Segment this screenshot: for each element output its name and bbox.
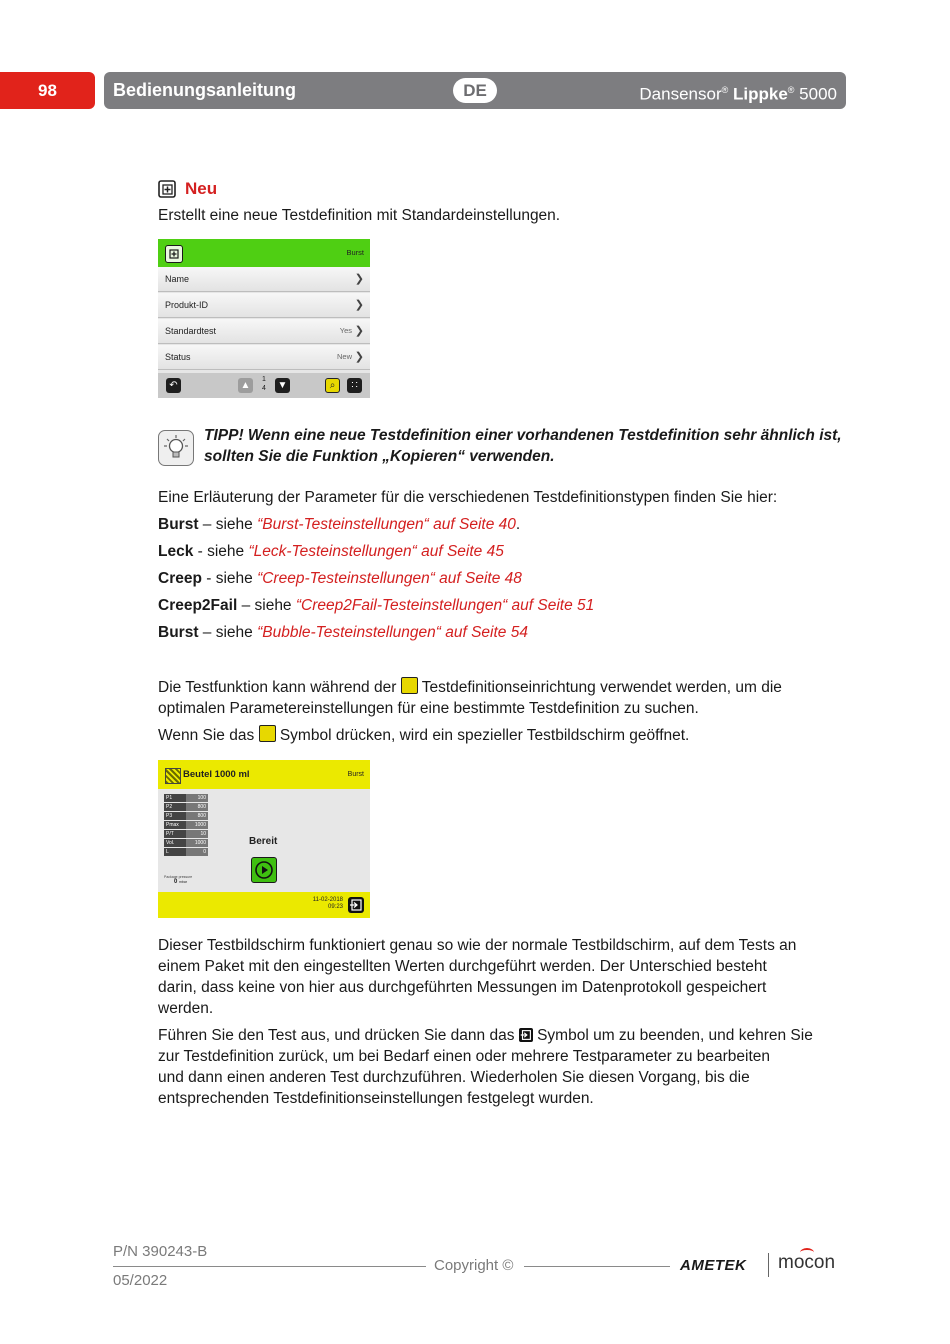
test-screen-footer [158, 892, 370, 918]
test-function-icon [259, 725, 276, 742]
link[interactable]: “Creep-Testeinstellungen“ auf Seite 48 [257, 570, 522, 587]
test-symbol-paragraph: Wenn Sie das Symbol drücken, wird ein spezieller Testbildschirm geöffnet. [158, 727, 690, 744]
mocon-logo: mocon [778, 1252, 835, 1274]
row-standard-test[interactable]: Standardtest Yes ❯ [158, 319, 370, 344]
new-definition-icon [158, 180, 176, 198]
chevron-up-icon[interactable]: ▲ [238, 378, 253, 393]
back-icon[interactable]: ↶ [166, 378, 181, 393]
ametek-logo: AMETEK [680, 1257, 747, 1274]
param-link-leck: Leck - siehe “Leck-Testeinstellungen“ auf Seite 45 [158, 543, 504, 560]
row-name[interactable]: Name ❯ [158, 267, 370, 292]
param-row: L 0 [166, 849, 206, 855]
chevron-right-icon: ❯ [354, 299, 364, 311]
screen-header [158, 239, 370, 267]
copyright: Copyright © [434, 1257, 514, 1274]
link[interactable]: “Creep2Fail-Testeinstellungen“ auf Seite 51 [295, 597, 595, 614]
tip-text: TIPP! Wenn eine neue Testdefinition einer vorhandenen Testdefinition sehr ähnlich ist, sollten Sie die Funktion „Kopieren“ verwenden. [204, 427, 842, 465]
param-link-creep: Creep - siehe “Creep-Testeinstellungen“ auf Seite 48 [158, 570, 522, 587]
part-number: P/N 390243-B [113, 1243, 208, 1260]
chevron-right-icon: ❯ [354, 351, 364, 363]
params-intro: Eine Erläuterung der Parameter für die verschiedenen Testdefinitionstypen finden Sie hier: [158, 489, 778, 506]
package-icon [165, 768, 181, 784]
param-row: P2 800 [166, 804, 206, 810]
page-number: 98 [0, 72, 95, 109]
new-icon [165, 245, 183, 263]
row-status[interactable]: Status New ❯ [158, 345, 370, 370]
menu-grid-icon[interactable]: ∷ [347, 378, 362, 393]
param-row: P/T 10 [166, 831, 206, 837]
exit-icon [519, 1028, 533, 1042]
test-definition-name: Beutel 1000 ml [183, 769, 250, 780]
test-type-label: Burst [346, 248, 364, 257]
exit-icon[interactable] [348, 897, 364, 913]
section-heading: Neu [185, 179, 218, 198]
param-row: Pmax 1000 [166, 822, 206, 828]
mocon-arc-icon [800, 1248, 814, 1257]
test-type-label: Burst [347, 771, 364, 778]
pressure-readout: 0 mbar [174, 879, 187, 885]
chevron-down-icon[interactable]: ▼ [275, 378, 290, 393]
param-row: P3 800 [166, 813, 206, 819]
test-function-paragraph: Die Testfunktion kann während der Testdefinitionseinrichtung verwendet werden, um die optimalen Parametereinstellungen für eine bestimmte Testdefinition zu suchen. [158, 679, 782, 717]
publication-date: 05/2022 [113, 1272, 168, 1289]
chevron-right-icon: ❯ [354, 273, 364, 285]
link[interactable]: “Leck-Testeinstellungen“ auf Seite 45 [248, 543, 504, 560]
chevron-right-icon: ❯ [354, 325, 364, 337]
date-time: 11-02-2018 09:23 [312, 897, 343, 910]
product-name: Dansensor® Lippke® 5000 [639, 84, 837, 104]
test-screen-header [158, 760, 370, 789]
test-screen-description: Dieser Testbildschirm funktioniert genau so wie der normale Testbildschirm, auf dem Tests an einem Paket mit den eingestellten Werten durchgeführt werden. Der Unterschied besteht darin, dass keine von hier aus durchgeführten Messungen im Datenprotokoll gespeichert werden. [158, 937, 797, 1017]
page-indicator: 1 4 [262, 376, 266, 392]
row-product-id[interactable]: Produkt-ID ❯ [158, 293, 370, 318]
new-definition-screenshot [158, 239, 370, 398]
link[interactable]: “Burst-Testeinstellungen“ auf Seite 40 [257, 516, 516, 533]
play-icon [252, 858, 276, 882]
section-intro: Erstellt eine neue Testdefinition mit Standardeinstellungen. [158, 207, 561, 224]
lightbulb-icon [158, 430, 194, 466]
procedure-paragraph: Führen Sie den Test aus, und drücken Sie dann das Symbol um zu beenden, und kehren Sie zur Testdefinition zurück, um bei Bedarf einen oder mehrere Testparameter zu bearbeiten und dann einen anderen Test durchzuführen. Wiederholen Sie diesen Vorgang, bis die entsprechenden Testdefinitionseinstellungen festgelegt wurden. [158, 1027, 813, 1107]
logo-divider [768, 1253, 769, 1277]
language-badge: DE [453, 78, 497, 103]
test-function-icon [401, 677, 418, 694]
parameter-table [164, 794, 208, 857]
play-button[interactable] [251, 857, 277, 883]
pressure-label: Package pressure [164, 875, 193, 879]
footer-rule-left [113, 1266, 426, 1267]
status-text: Bereit [249, 836, 278, 847]
test-screen-screenshot [158, 760, 370, 918]
manual-title: Bedienungsanleitung [113, 80, 297, 100]
param-link-bubble: Burst – siehe “Bubble-Testeinstellungen“ auf Seite 54 [158, 624, 528, 641]
screen-toolbar [158, 373, 370, 398]
param-link-creep2fail: Creep2Fail – siehe “Creep2Fail-Testeinstellungen“ auf Seite 51 [158, 597, 595, 614]
param-link-burst: Burst – siehe “Burst-Testeinstellungen“ auf Seite 40. [158, 516, 521, 533]
test-function-icon[interactable]: ⌕ [325, 378, 340, 393]
link[interactable]: “Bubble-Testeinstellungen“ auf Seite 54 [257, 624, 528, 641]
param-row: P1 100 [166, 795, 206, 801]
header-bar [104, 72, 846, 109]
footer-rule-right [524, 1266, 670, 1267]
param-row: Vol. 1000 [166, 840, 206, 846]
